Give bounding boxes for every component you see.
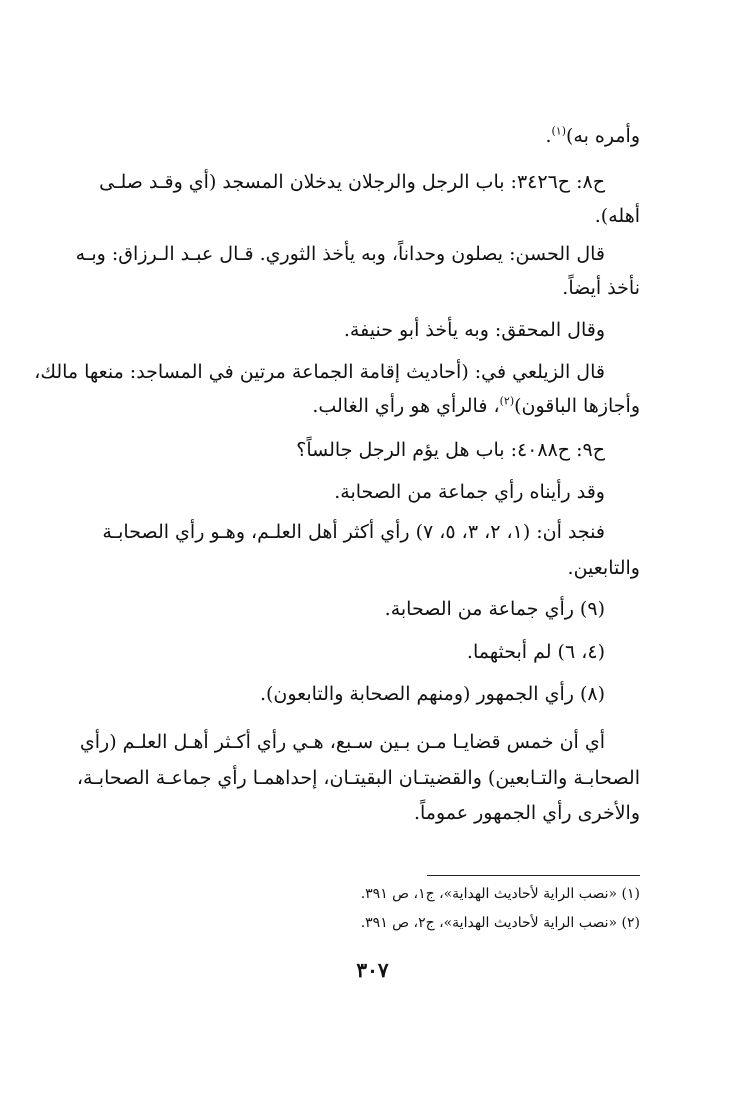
text-line-11: فنجد أن: (١، ٢، ٣، ٥، ٧) رأي أكثر أهل العلـم، وهـو رأي الصحابـة <box>102 521 605 543</box>
text-line-5: نأخذ أيضاً. <box>562 277 640 299</box>
text-line-17: الصحابـة والتـابعين) والقضيتـان البقيتـان، إحداهمـا رأي جماعـة الصحابـة، <box>76 767 640 789</box>
text-line-4: قال الحسن: يصلون وحداناً، وبه يأخذ الثوري. قـال عبـد الـرزاق: وبـه <box>75 243 605 265</box>
footnote-ref-1: (١) <box>551 124 566 138</box>
footnote-ref-2: (٢) <box>499 394 515 408</box>
text-line-10: وقد رأيناه رأي جماعة من الصحابة. <box>334 481 605 503</box>
footnote-2: (٢) «نصب الراية لأحاديث الهداية»، ج٢، ص ٣٩١. <box>360 915 640 931</box>
text-line-1: وأمره به)$^{(١)}$. <box>545 124 640 147</box>
text-line-7: قال الزيلعي في: (أحاديث إقامة الجماعة مرتين في المساجد: منعها مالك، <box>34 361 605 383</box>
text-line-12: والتابعين. <box>567 557 640 579</box>
page-number: ٣٠٧ <box>356 958 389 982</box>
text-line-14: (٤، ٦) لم أبحثهما. <box>466 641 605 663</box>
text-line-18: والأخرى رأي الجمهور عموماً. <box>413 802 640 824</box>
footnote-separator <box>427 875 640 876</box>
text-line-16: أي أن خمس قضايـا مـن بـين سـبع، هـي رأي أكـثر أهـل العلـم (رأي <box>79 731 605 753</box>
text-line-3: أهله). <box>594 205 640 227</box>
footnote-1: (١) «نصب الراية لأحاديث الهداية»، ج١، ص ٣٩١. <box>360 886 640 902</box>
text-line-6: وقال المحقق: وبه يأخذ أبو حنيفة. <box>343 319 605 341</box>
text-line-9: ح٩: ح٤٠٨٨: باب هل يؤم الرجل جالساً؟ <box>296 439 605 461</box>
text-line-8: وأجازها الباقون)$^{(٢)}$، فالرأي هو رأي الغالب. <box>312 394 640 417</box>
text-line-13: (٩) رأي جماعة من الصحابة. <box>384 598 605 620</box>
text-line-15: (٨) رأي الجمهور (ومنهم الصحابة والتابعون). <box>259 683 605 705</box>
text-line-2: ح٨: ح٣٤٢٦: باب الرجل والرجلان يدخلان المسجد (أي وقـد صلـى <box>99 171 605 193</box>
